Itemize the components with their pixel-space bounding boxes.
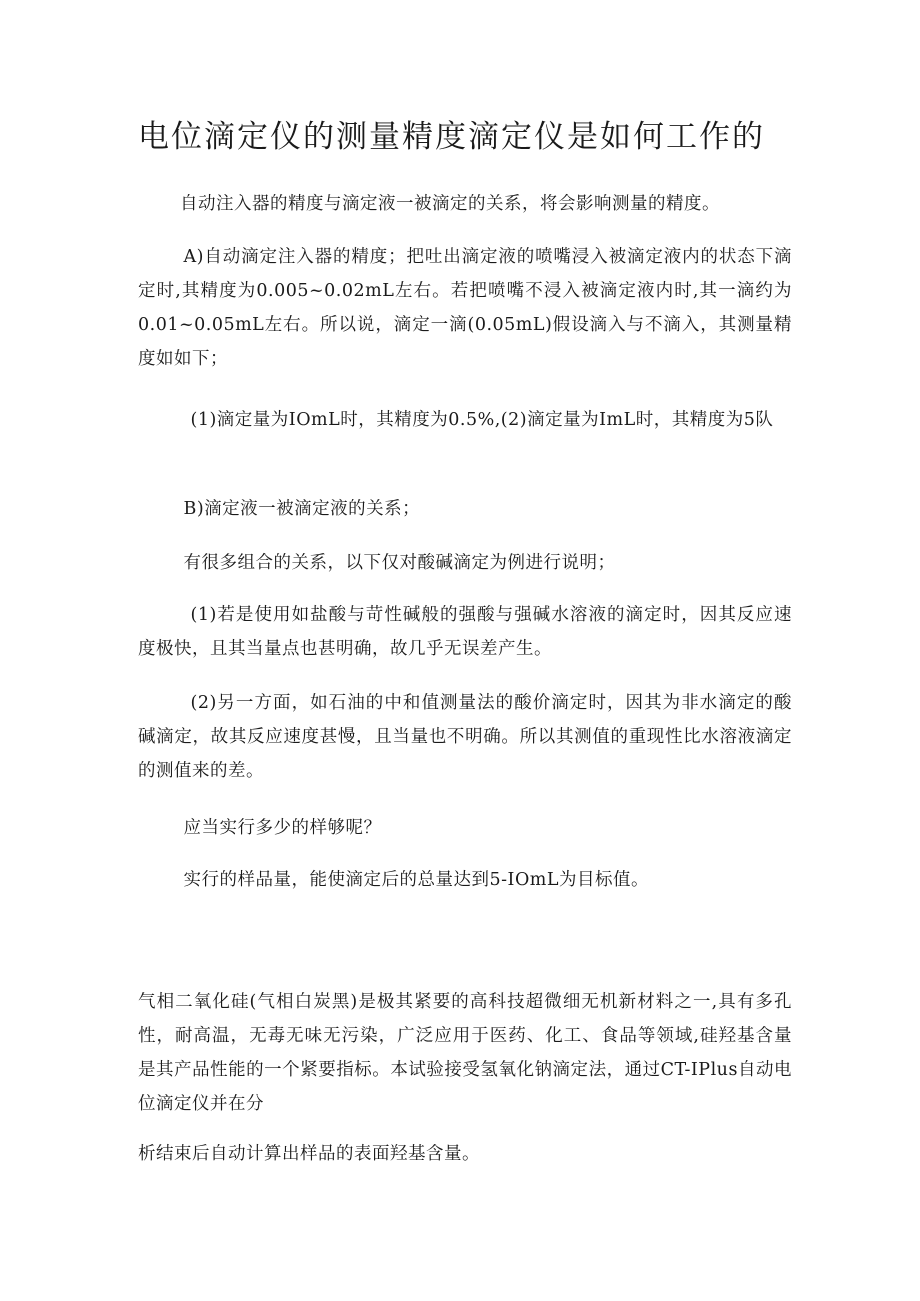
paragraph-fumed-silica: 气相二氧化硅(气相白炭黑)是极其紧要的高科技超微细无机新材料之一,具有多孔性，耐高温，无毒无味无污染，广泛应用于医药、化工、食品等领域,硅羟基含量是其产品性能的一个紧要指标。本试验接受氢氧化钠滴定法，通过CT-IPlus自动电位滴定仪并在分 [138,992,792,1114]
document-title: 电位滴定仪的测量精度滴定仪是如何工作的 [138,119,765,155]
paragraph-non-aqueous: (2)另一方面，如石油的中和值测量法的酸价滴定时，因其为非水滴定的酸碱滴定，故其反应速度甚慢，且当量也不明确。所以其测值的重现性比水溶液滴定的测值来的差。 [138,693,792,781]
paragraph-sample-answer: 实行的样品量，能使滴定后的总量达到5-IOmL为目标值。 [183,870,650,890]
paragraph-conclusion: 析结束后自动计算出样品的表面羟基含量。 [138,1144,480,1164]
paragraph-sample-question: 应当实行多少的样够呢？ [183,818,382,838]
paragraph-precision-values: (1)滴定量为IOmL时，其精度为0.5%,(2)滴定量为ImL时，其精度为5队 [190,410,774,430]
paragraph-acid-base-intro: 有很多组合的关系，以下仅对酸碱滴定为例进行说明； [183,553,616,573]
paragraph-intro: 自动注入器的精度与滴定液一被滴定的关系，将会影响测量的精度。 [180,194,720,214]
paragraph-strong-acid-base: (1)若是使用如盐酸与苛性碱般的强酸与强碱水溶液的滴定时，因其反应速度极快，且其当量点也甚明确，故几乎无误差产生。 [138,605,792,659]
paragraph-section-b: B)滴定液一被滴定液的关系； [183,499,421,519]
paragraph-section-a: A)自动滴定注入器的精度；把吐出滴定液的喷嘴浸入被滴定液内的状态下滴定时,其精度为0.005~0.02mL左右。若把喷嘴不浸入被滴定液内时,其一滴约为0.01~0.05mL左右。所以说，滴定一滴(0.05mL)假设滴入与不滴入，其测量精度如如下； [138,247,792,369]
